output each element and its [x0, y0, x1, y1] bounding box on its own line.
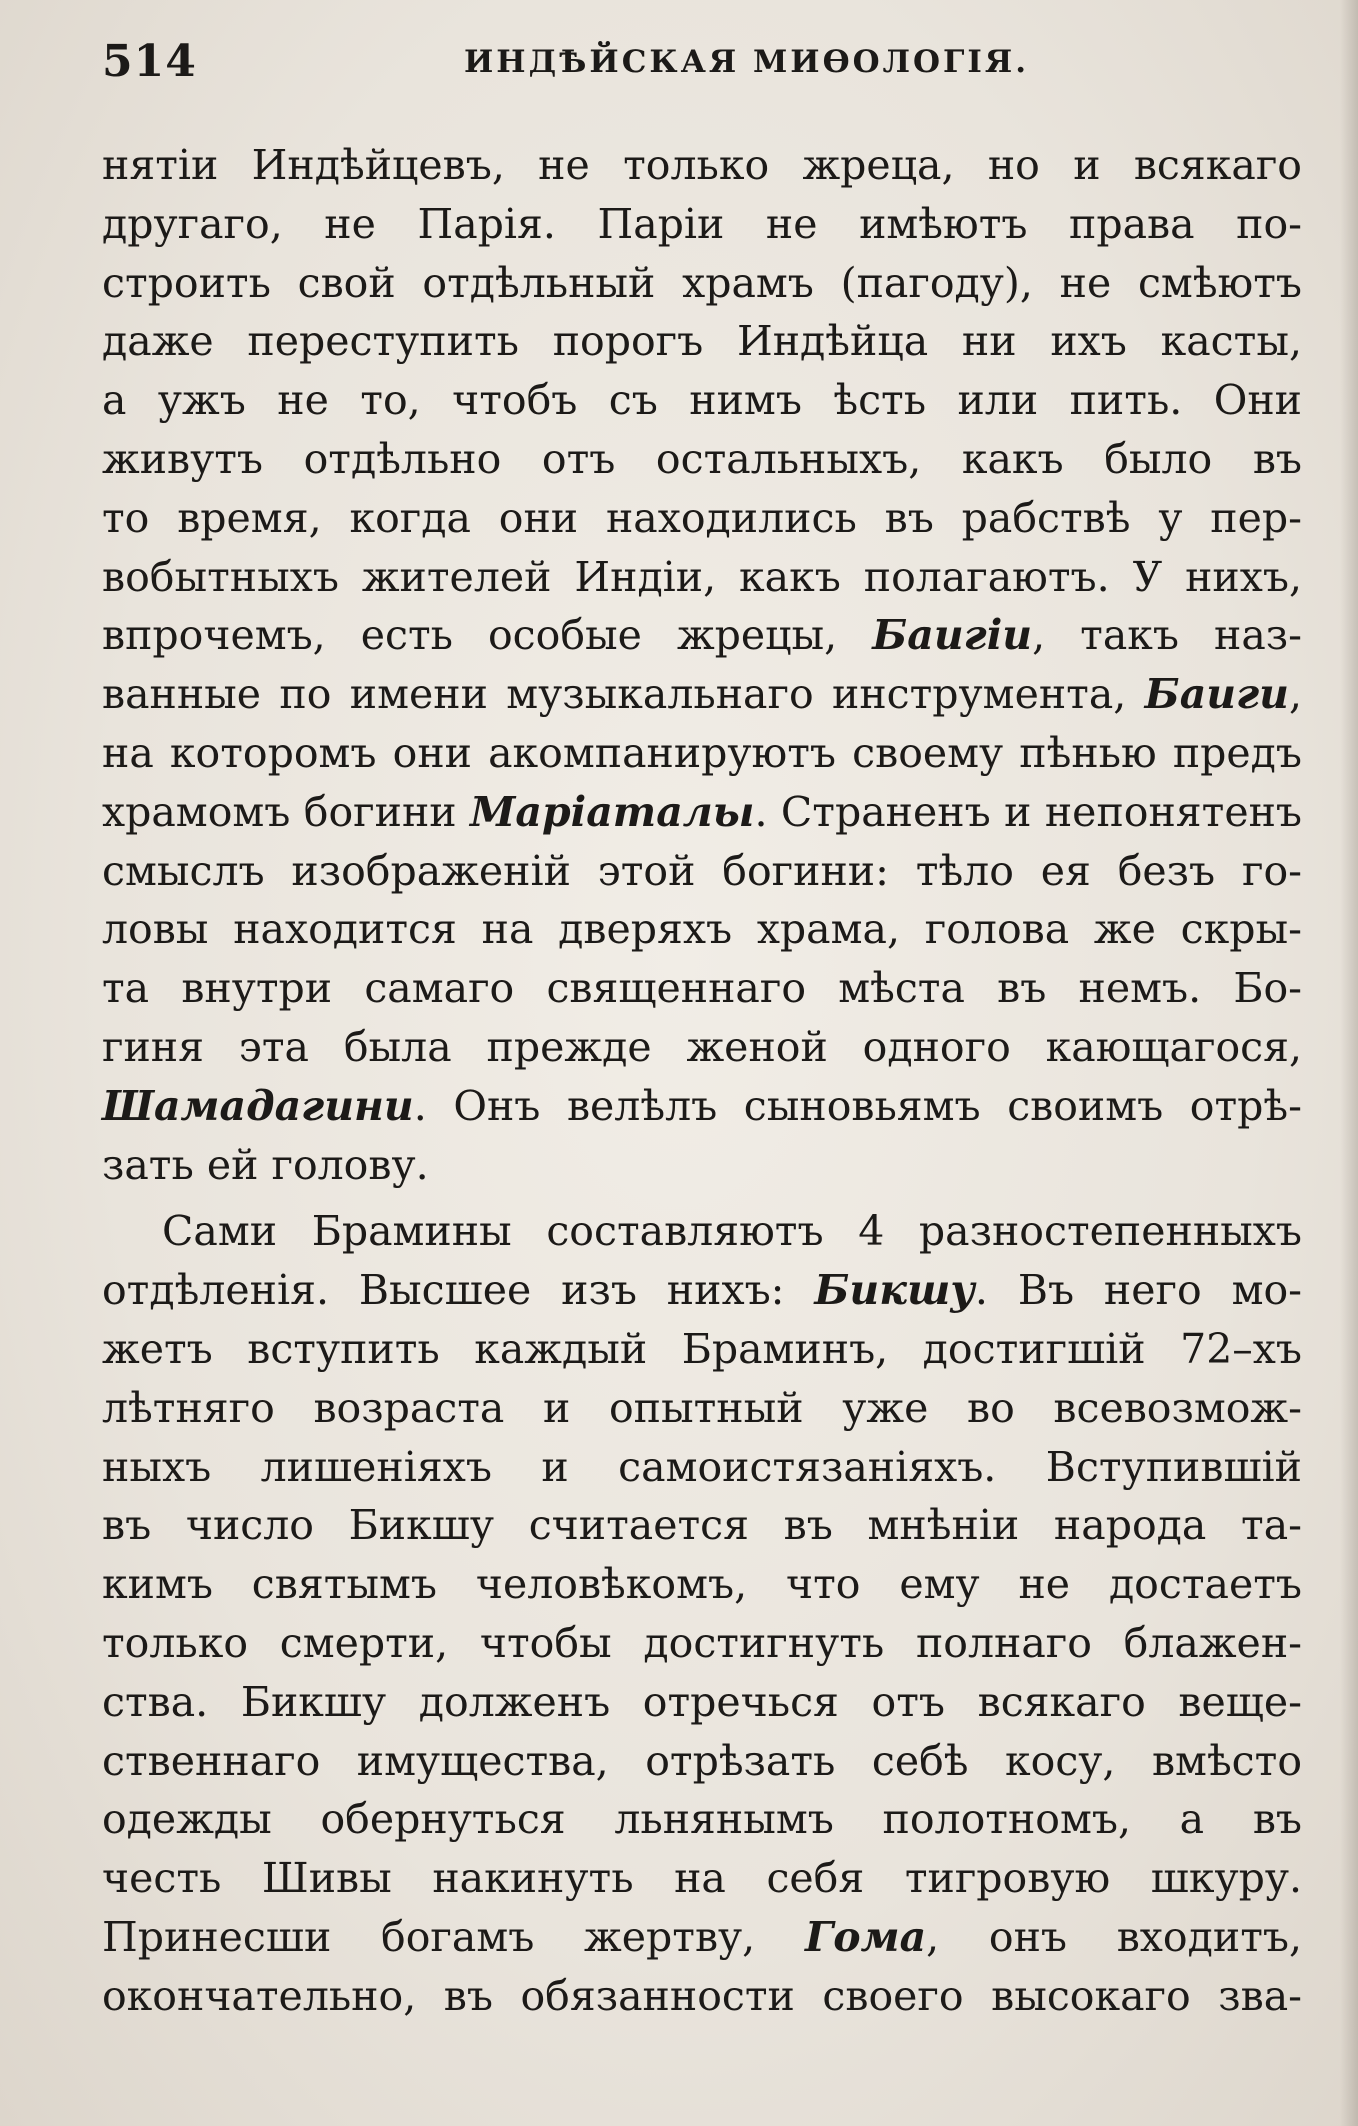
text-line: строить свой отдѣльный храмъ (пагоду), не смѣютъ: [102, 258, 1302, 307]
text-line: отдѣленія. Высшее изъ нихъ: Бикшу. Въ него мо-: [102, 1266, 1303, 1315]
text-line: храмомъ богини Маріаталы. Страненъ и непонятенъ: [102, 787, 1302, 836]
emphasis-term: Гома: [804, 1912, 927, 1961]
text-line: то время, когда они находились въ рабствѣ у пер-: [102, 493, 1302, 542]
paragraph-gap: [102, 1194, 1302, 1202]
text-line: вобытныхъ жителей Индіи, какъ полагаютъ. У нихъ,: [102, 552, 1302, 601]
body-text: [102, 136, 1302, 2026]
text-line: кимъ святымъ человѣкомъ, что ему не достаетъ: [102, 1560, 1302, 1609]
emphasis-term: Маріаталы: [470, 787, 755, 836]
text-line: только смерти, чтобы достигнуть полнаго блажен-: [102, 1618, 1302, 1667]
text-line: ственнаго имущества, отрѣзать себѣ косу, вмѣсто: [102, 1736, 1302, 1785]
text-line: Принесши богамъ жертву, Гома, онъ входитъ,: [102, 1912, 1302, 1961]
text-line: смыслъ изображеній этой богини: тѣло ея безъ го-: [102, 846, 1302, 895]
text-line: даже переступить порогъ Индѣйца ни ихъ касты,: [102, 317, 1302, 366]
text-line: ловы находится на дверяхъ храма, голова же скры-: [102, 905, 1302, 954]
paragraph-2: [102, 1202, 1302, 2025]
text-line: окончательно, въ обязанности своего высокаго зва-: [102, 1971, 1302, 2020]
text-line: нятіи Индѣйцевъ, не только жреца, но и всякаго: [102, 141, 1302, 189]
text-line: ныхъ лишеніяхъ и самоистязаніяхъ. Вступившій: [102, 1442, 1302, 1491]
text-line: ства. Бикшу долженъ отречься отъ всякаго веще-: [102, 1677, 1302, 1726]
emphasis-term: Шамадагини: [102, 1081, 414, 1130]
text-line: жетъ вступить каждый Браминъ, достигшій 72–хъ: [102, 1324, 1302, 1373]
page-header: [102, 36, 1302, 96]
text-line: Сами Брамины составляютъ 4 разностепенныхъ: [162, 1207, 1302, 1256]
text-line: та внутри самаго священнаго мѣста въ немъ. Бо-: [102, 964, 1302, 1013]
paragraph-1: [102, 136, 1302, 1194]
text-line: впрочемъ, есть особые жрецы, Баигіи, такъ наз-: [102, 611, 1303, 660]
text-line: на которомъ они акомпанируютъ своему пѣнью предъ: [102, 728, 1302, 777]
page-number: 514: [102, 36, 197, 87]
text-line: въ число Бикшу считается въ мнѣніи народа та-: [102, 1501, 1302, 1550]
text-line: зать ей голову.: [102, 1140, 429, 1189]
page-edge-shadow: [1340, 0, 1358, 2126]
text-line: а ужъ не то, чтобъ съ нимъ ѣсть или пить. Они: [102, 376, 1302, 425]
emphasis-term: Баигіи: [872, 611, 1033, 660]
text-line: другаго, не Парія. Паріи не имѣютъ права по-: [102, 199, 1302, 248]
text-line: одежды обернуться льнянымъ полотномъ, а въ: [102, 1795, 1302, 1844]
running-title: ИНДѢЙСКАЯ МИѲОЛОГІЯ.: [464, 44, 1030, 80]
text-line: живутъ отдѣльно отъ остальныхъ, какъ было въ: [102, 434, 1302, 483]
text-line: гиня эта была прежде женой одного кающагося,: [102, 1022, 1302, 1071]
text-line: ванные по имени музыкальнаго инструмента, Баиги,: [102, 670, 1302, 719]
text-line: честь Шивы накинуть на себя тигровую шкуру.: [102, 1854, 1302, 1903]
emphasis-term: Баиги: [1144, 670, 1289, 719]
emphasis-term: Бикшу: [814, 1266, 975, 1315]
text-line: Шамадагини. Онъ велѣлъ сыновьямъ своимъ отрѣ-: [102, 1081, 1302, 1130]
text-line: лѣтняго возраста и опытный уже во всевозмож-: [102, 1383, 1302, 1432]
